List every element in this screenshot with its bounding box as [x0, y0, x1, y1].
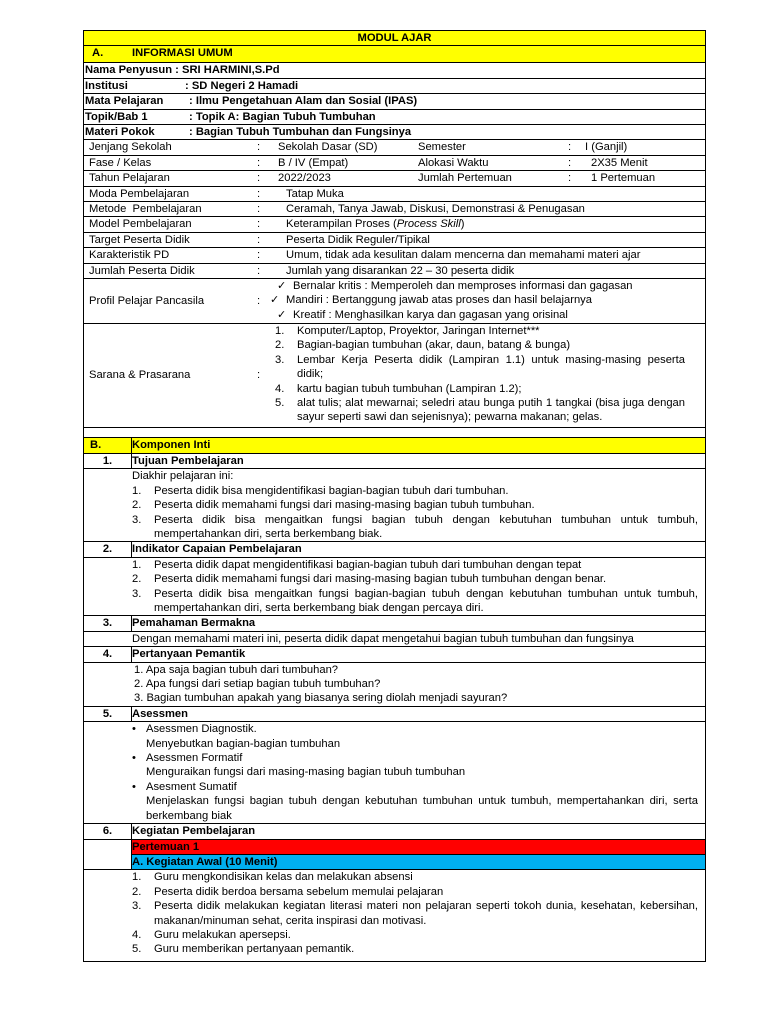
info-row: Jenjang Sekolah : Sekolah Dasar (SD) Semester : I (Ganjil) — [84, 140, 706, 155]
subsection-title: Kegiatan Pembelajaran — [132, 824, 706, 839]
info-row: Model Pembelajaran : Keterampilan Proses (Process Skill) — [84, 217, 706, 232]
list-item: 3. Peserta didik melakukan kegiatan literasi materi non pelajaran seperti tokoh dunia, kesehatan, kebersihan, makanan/minuman sehat, cerita inspirasi dan motivasi. — [132, 900, 698, 927]
subsection-body: Dengan memahami materi ini, peserta didik dapat mengetahui bagian tubuh tumbuhan dan fungsinya — [84, 631, 706, 646]
list-item: • Asessmen Formatif — [128, 751, 698, 765]
list-item: 5. Guru memberikan pertanyaan pemantik. — [132, 943, 355, 956]
bullet-icon: • — [132, 752, 136, 765]
header-key: Materi Pokok — [85, 126, 155, 139]
info-row: Karakteristik PD : Umum, tidak ada kesulitan dalam mencerna dan memahami materi ajar — [84, 248, 706, 263]
info-key: Target Peserta Didik — [89, 233, 190, 246]
subsection-title: Pemahaman Bermakna — [132, 616, 706, 631]
list-item: • Asessmen Diagnostik. — [128, 722, 698, 736]
list-item: 1. Guru mengkondisikan kelas dan melakukan absensi — [132, 871, 413, 884]
list-item: 2. Bagian-bagian tumbuhan (akar, daun, batang & bunga) — [275, 339, 571, 352]
subsection-row: 3. Pemahaman Bermakna — [84, 616, 706, 631]
kegiatan-awal-label: A. Kegiatan Awal (10 Menit) — [132, 854, 706, 869]
bullet-icon: • — [132, 723, 136, 736]
header-value: : Ilmu Pengetahuan Alam dan Sosial (IPAS) — [189, 95, 418, 108]
list-item: 5. alat tulis; alat mewarnai; seledri atau bunga putih 1 tangkai (bisa juga dengan sayur seperti sawi dan sejenisnya); pewarna makanan; gelas. — [275, 396, 685, 424]
list-item: ✓ Kreatif : Menghasilkan karya dan gagasan yang orisinal — [277, 308, 568, 321]
info-value: 1 Pertemuan — [591, 172, 656, 185]
section-b-number: B. — [84, 437, 132, 453]
info-value: Jumlah yang disarankan 22 – 30 peserta didik — [286, 264, 515, 277]
header-key: Nama Penyusun — [85, 64, 173, 77]
info-key: Alokasi Waktu — [418, 156, 489, 169]
subsection-body — [84, 557, 706, 616]
bullet-icon: • — [132, 780, 136, 793]
header-row — [84, 125, 706, 140]
subsection-row: 1. Tujuan Pembelajaran — [84, 453, 706, 468]
list-item: • Asesment Sumatif — [128, 780, 698, 794]
header-value: : SD Negeri 2 Hamadi — [185, 79, 299, 92]
info-value: 2X35 Menit — [591, 156, 648, 169]
info-value: Peserta Didik Reguler/Tipikal — [286, 233, 430, 246]
header-key: Institusi — [85, 79, 128, 92]
info-key: Tahun Pelajaran — [89, 172, 170, 185]
sarana-label: Sarana & Prasarana — [89, 369, 191, 382]
list-item: 1. Peserta didik dapat mengidentifikasi bagian-bagian tubuh dari tumbuhan dengan tepat — [132, 558, 582, 571]
section-a-number: A. — [92, 47, 104, 60]
subsection-body — [84, 870, 706, 961]
list-item: 2. Peserta didik memahami fungsi dari masing-masing bagian tubuh tumbuhan dengan benar. — [132, 573, 607, 586]
list-item: 4. kartu bagian tubuh tumbuhan (Lampiran 1.2); — [275, 382, 522, 395]
info-key: Model Pembelajaran — [89, 218, 192, 231]
subsection-row: 6. Kegiatan Pembelajaran — [84, 824, 706, 839]
subsection-title: Tujuan Pembelajaran — [132, 453, 706, 468]
section-a-label: INFORMASI UMUM — [132, 47, 233, 60]
info-key: Fase / Kelas — [89, 156, 152, 169]
section-b-row — [84, 437, 706, 453]
info-value: Ceramah, Tanya Jawab, Diskusi, Demonstrasi & Penugasan — [286, 203, 585, 215]
list-item: 1. Peserta didik bisa mengidentifikasi bagian-bagian tubuh dari tumbuhan. — [132, 484, 509, 497]
check-icon: ✓ — [277, 279, 287, 292]
subsection-body: Diakhir pelajaran ini: 1. Peserta didik bisa mengidentifikasi bagian-bagian tubuh dari tumbuhan. 2. Peserta didik memahami fungsi dari masing-masing bagian tubuh tumbuhan. 3. Peserta didik bisa mengaitkan fungsi bagian tubuh dengan kebutuhan tumbuhan untuk tumbuh, mempertahankan diri, serta berkembang biak. — [84, 469, 706, 542]
pertemuan-label: Pertemuan 1 — [132, 839, 706, 854]
header-value: : Bagian Tubuh Tumbuhan dan Fungsinya — [189, 126, 412, 139]
page-title: MODUL AJAR — [84, 31, 706, 46]
header-row — [84, 63, 706, 78]
subsection-row: 4. Pertanyaan Pemantik — [84, 647, 706, 662]
header-row — [84, 94, 706, 109]
document — [83, 30, 705, 962]
info-value: Umum, tidak ada kesulitan dalam mencerna dan memahami materi ajar — [286, 249, 641, 262]
list-item: 2. Apa fungsi dari setiap bagian tubuh tumbuhan? — [134, 678, 381, 691]
kegiatan-awal-row — [84, 854, 706, 869]
list-item: 3. Peserta didik bisa mengaitkan fungsi bagian tubuh dengan kebutuhan tumbuhan untuk tumbuh, mempertahankan diri, serta berkembang biak. — [132, 513, 698, 540]
info-row: Fase / Kelas : B / IV (Empat) Alokasi Waktu : 2X35 Menit — [84, 155, 706, 170]
info-key: Jumlah Peserta Didik — [89, 264, 195, 277]
subsection-title: Asessmen — [132, 706, 706, 721]
info-row: Jumlah Peserta Didik : Jumlah yang disarankan 22 – 30 peserta didik — [84, 263, 706, 278]
profil-label: Profil Pelajar Pancasila — [89, 294, 205, 307]
modul-table — [83, 30, 706, 962]
pertemuan-row — [84, 839, 706, 854]
info-row: Moda Pembelajaran : Tatap Muka — [84, 186, 706, 201]
info-key: Metode Pembelajaran — [89, 203, 202, 215]
header-row — [84, 78, 706, 93]
info-value: Tatap Muka — [286, 187, 344, 200]
sarana-row: Sarana & Prasarana : 1. Komputer/Laptop, Proyektor, Jaringan Internet*** 2. Bagian-bagian tumbuhan (akar, daun, batang & bunga) 3. Lembar Kerja Peserta didik (Lampiran 1.1) untuk masing-masing peserta didik; 4. kartu bagian tubuh tumbuhan (Lampiran 1.2); 5. alat tulis; alat mewarnai; seledri atau bunga putih 1 tangkai (bisa juga dengan sayur seperti sawi dan sejenisnya); pewarna makanan; gelas. — [84, 323, 706, 427]
header-value: : SRI HARMINI,S.Pd — [175, 64, 280, 77]
profil-list — [270, 279, 705, 323]
info-key: Semester — [418, 141, 466, 154]
list-item: 1. Apa saja bagian tubuh dari tumbuhan? — [134, 663, 339, 676]
info-value: Keterampilan Proses (Process Skill) — [286, 218, 465, 231]
list-item: 2. Peserta didik berdoa bersama sebelum memulai pelajaran — [132, 885, 444, 898]
list-item: 3. Peserta didik bisa mengaitkan fungsi bagian-bagian tubuh dengan kebutuhan tumbuhan untuk tumbuh, mempertahankan diri, serta berkembang biak dengan percaya diri. — [132, 587, 698, 615]
info-value: B / IV (Empat) — [278, 156, 349, 169]
header-row — [84, 109, 706, 124]
info-key: Moda Pembelajaran — [89, 187, 190, 200]
info-value: Sekolah Dasar (SD) — [278, 141, 378, 154]
header-key: Topik/Bab 1 — [85, 110, 148, 123]
subsection-row: 2. Indikator Capaian Pembelajaran — [84, 542, 706, 557]
info-key: Jenjang Sekolah — [89, 141, 172, 154]
subsection-body: • Asessmen Diagnostik. Menyebutkan bagian-bagian tumbuhan • Asessmen Formatif Menguraikan fungsi dari masing-masing bagian tubuh tumbuhan • Asesment Sumatif Menjelaskan fungsi bagian tubuh dengan kebutuhan tumbuhan untuk tumbuh, mempertahankan diri, serta berkembang biak — [84, 722, 706, 824]
info-row: Target Peserta Didik : Peserta Didik Reguler/Tipikal — [84, 232, 706, 247]
section-a-row — [84, 46, 706, 63]
list-item: 1. Komputer/Laptop, Proyektor, Jaringan Internet*** — [275, 324, 540, 337]
info-row: Tahun Pelajaran : 2022/2023 Jumlah Pertemuan : 1 Pertemuan — [84, 171, 706, 186]
info-key: Jumlah Pertemuan — [418, 172, 512, 185]
title-row — [84, 31, 706, 46]
subsection-title: Pertanyaan Pemantik — [132, 647, 706, 662]
subsection-title: Indikator Capaian Pembelajaran — [132, 542, 706, 557]
subsection-row: 5. Asessmen — [84, 706, 706, 721]
profil-row: Profil Pelajar Pancasila : ✓ Bernalar kritis : Memperoleh dan memproses informasi dan gagasan ✓ Mandiri : Bertanggung jawab atas proses dan hasil belajarnya ✓ Kreatif : Menghasilkan karya dan gagasan yang orisinal — [84, 278, 706, 323]
sarana-list — [275, 324, 705, 427]
check-icon: ✓ — [277, 308, 287, 321]
subsection-body — [84, 662, 706, 706]
spacer-row — [84, 427, 706, 437]
list-item: ✓ Bernalar kritis : Memperoleh dan memproses informasi dan gagasan — [277, 279, 633, 292]
list-item: ✓ Mandiri : Bertanggung jawab atas proses dan hasil belajarnya — [270, 294, 592, 307]
info-row: Metode Pembelajaran : Ceramah, Tanya Jawab, Diskusi, Demonstrasi & Penugasan — [84, 202, 706, 217]
list-item: 4. Guru melakukan apersepsi. — [132, 928, 291, 941]
info-value: I (Ganjil) — [585, 141, 628, 154]
list-item: 3. Bagian tumbuhan apakah yang biasanya sering diolah menjadi sayuran? — [134, 692, 508, 705]
check-icon: ✓ — [270, 294, 280, 307]
header-key: Mata Pelajaran — [85, 95, 164, 108]
list-item: 2. Peserta didik memahami fungsi dari masing-masing bagian tubuh tumbuhan. — [132, 499, 535, 512]
section-b-label: Komponen Inti — [132, 437, 706, 453]
header-value: : Topik A: Bagian Tubuh Tumbuhan — [189, 110, 376, 123]
info-value: 2022/2023 — [278, 172, 331, 185]
info-key: Karakteristik PD — [89, 249, 170, 262]
list-item: 3. Lembar Kerja Peserta didik (Lampiran 1.1) untuk masing-masing peserta didik; — [275, 353, 685, 381]
